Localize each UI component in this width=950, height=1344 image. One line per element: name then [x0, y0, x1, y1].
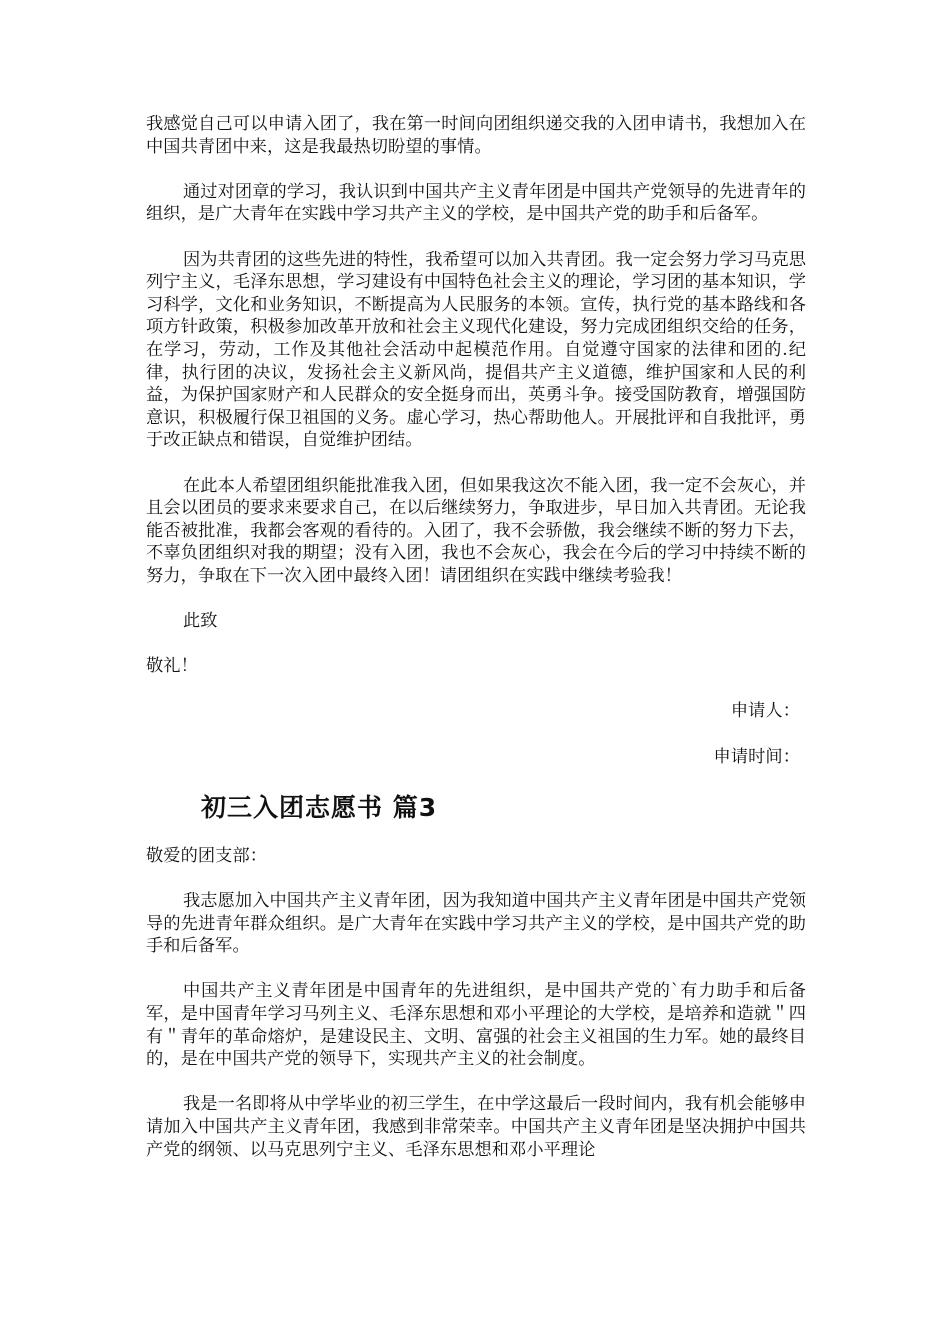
section-heading: 初三入团志愿书 篇3 [201, 792, 438, 822]
paragraph-2: 通过对团章的学习，我认识到中国共产主义青年团是中国共产党领导的先进青年的组织，是广大青年在实践中学习共产主义的学校，是中国共产党的助手和后备军。 [146, 181, 806, 225]
closing-text: 此致 [183, 611, 218, 632]
salute-text: 敬礼！ [146, 656, 198, 677]
greeting-text: 敬爱的团支部： [146, 845, 268, 866]
paragraph-1: 我感觉自己可以申请入团了，我在第一时间向团组织递交我的入团申请书，我想加入在中国共青团中来，这是我最热切盼望的事情。 [146, 114, 806, 157]
paragraph-6: 中国共产主义青年团是中国青年的先进组织，是中国共产党的`有力助手和后备军，是中国青年学习马列主义、毛泽东思想和邓小平理论的大学校，是培养和造就＂四有＂青年的革命熔炉，是建设民主、文明、富强的社会主义祖国的生力军。她的最终目的，是在中国共产党的领导下，实现共产主义的社会制度。 [146, 981, 806, 1070]
applicant-label: 申请人： [730, 701, 800, 722]
paragraph-5: 我志愿加入中国共产主义青年团，因为我知道中国共产主义青年团是中国共产党领导的先进青年群众组织。是广大青年在实践中学习共产主义的学校，是中国共产党的助手和后备军。 [146, 891, 806, 957]
date-label: 申请时间： [713, 746, 800, 767]
paragraph-3: 因为共青团的这些先进的特性，我希望可以加入共青团。我一定会努力学习马克思列宁主义，毛泽东思想，学习建设有中国特色社会主义的理论，学习团的基本知识，学习科学，文化和业务知识，不断提高为人民服务的本领。宣传，执行党的基本路线和各项方针政策，积极参加改革开放和社会主义现代化建设，努力完成团组织交给的任务，在学习，劳动，工作及其他社会活动中起模范作用。自觉遵守国家的法律和团的.纪律，执行团的决议，发扬社会主义新风尚，提倡共产主义道德，维护国家和人民的利益，为保护国家财产和人民群众的安全挺身而出，英勇斗争。接受国防教育，增强国防意识，积极履行保卫祖国的义务。虚心学习，热心帮助他人。开展批评和自我批评，勇于改正缺点和错误，自觉维护团结。 [146, 249, 806, 451]
paragraph-7: 我是一名即将从中学毕业的初三学生，在中学这最后一段时间内，我有机会能够申请加入中国共产主义青年团，我感到非常荣幸。中国共产主义青年团是坚决拥护中国共产党的纲领、以马克思列宁主义、毛泽东思想和邓小平理论 [146, 1094, 806, 1160]
document-body [146, 113, 806, 1184]
paragraph-4: 在此本人希望团组织能批准我入团，但如果我这次不能入团，我一定不会灰心，并且会以团员的要求来要求自己，在以后继续努力，争取进步，早日加入共青团。无论我能否被批准，我都会客观的看待的。入团了，我不会骄傲，我会继续不断的努力下去，不辜负团组织对我的期望；没有入团，我也不会灰心，我会在今后的学习中持续不断的努力，争取在下一次入团中最终入团！请团组织在实践中继续考验我！ [146, 475, 806, 586]
